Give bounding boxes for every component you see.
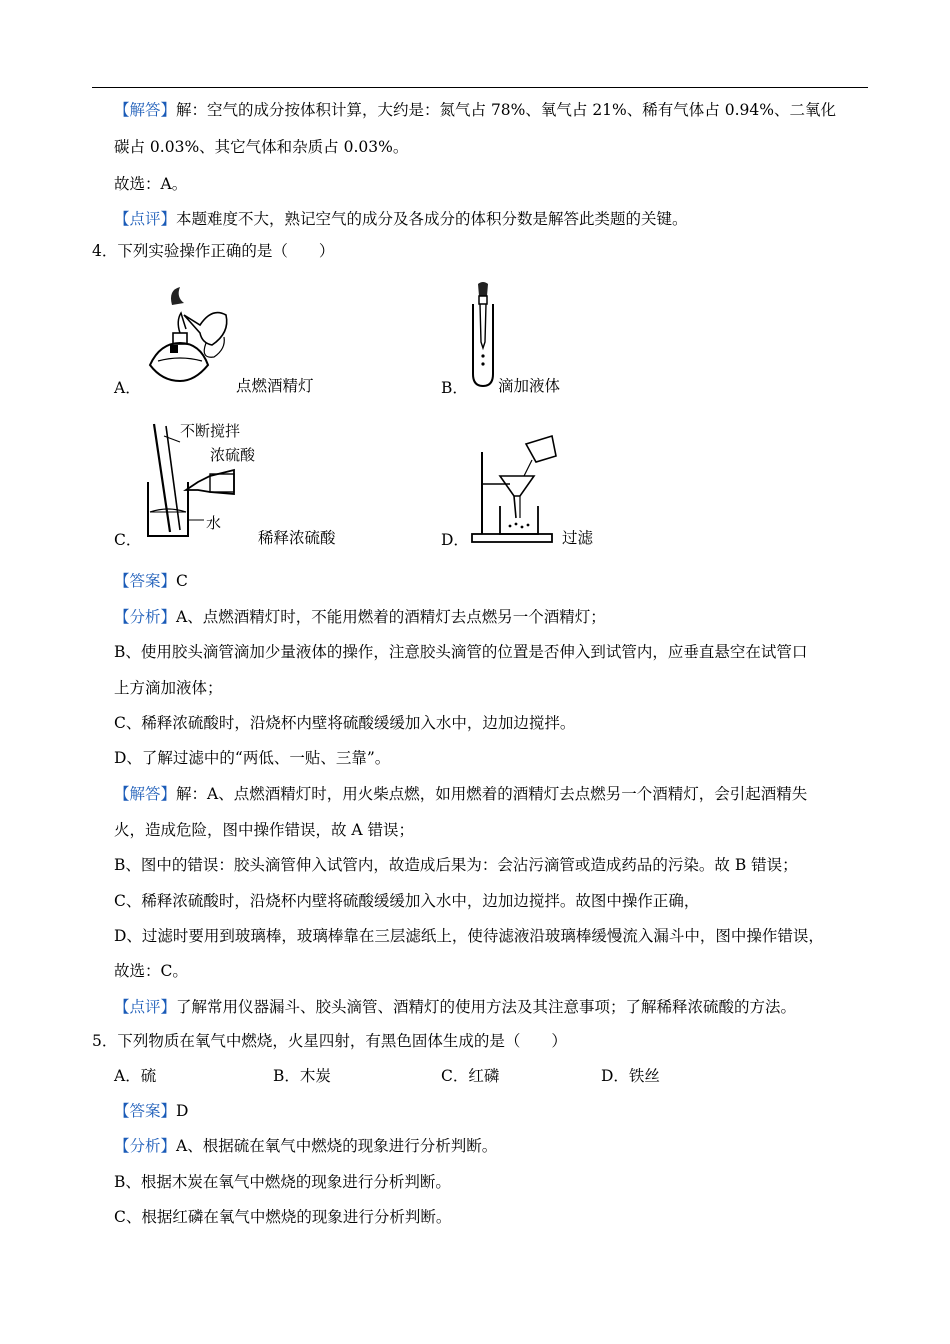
q3-answer-line: 故选：A。 — [114, 175, 188, 193]
q5-option-a: A．硫 — [114, 1067, 157, 1085]
figure-c-water-label: 水 — [206, 514, 222, 532]
q4-fenxi-b2: 上方滴加液体； — [114, 679, 223, 697]
q4-option-a-caption: 点燃酒精灯 — [236, 377, 314, 395]
q4-option-d-letter: D． — [441, 531, 469, 549]
q5-fenxi-a: 【分析】A、根据硫在氧气中燃烧的现象进行分析判断。 — [114, 1137, 498, 1155]
filtration-figure — [470, 432, 560, 544]
q5-fenxi-b: B、根据木炭在氧气中燃烧的现象进行分析判断。 — [114, 1173, 451, 1191]
q4-jieda-a1: 【解答】解：A、点燃酒精灯时，用火柴点燃，如用燃着的酒精灯去点燃另一个酒精灯，会引起酒精失 — [114, 785, 808, 803]
q4-jieda-b: B、图中的错误：胶头滴管伸入试管内，故造成后果为：会沾污滴管或造成药品的污染。故 B 错误； — [114, 856, 798, 874]
q4-option-c-caption: 稀释浓硫酸 — [258, 529, 336, 547]
q4-fenxi-d: D、了解过滤中的“两低、一贴、三靠”。 — [114, 749, 391, 767]
q3-dianping: 【点评】本题难度不大，熟记空气的成分及各成分的体积分数是解答此类题的关键。 — [114, 210, 688, 228]
q4-fenxi-a: 【分析】A、点燃酒精灯时，不能用燃着的酒精灯去点燃另一个酒精灯； — [114, 608, 606, 626]
q4-option-b-letter: B． — [441, 379, 468, 397]
q4-answer: 【答案】C — [114, 572, 188, 590]
q5-option-d: D．铁丝 — [601, 1067, 660, 1085]
q5-answer: 【答案】D — [114, 1102, 189, 1120]
header-rule — [92, 87, 868, 88]
q4-jieda-a2: 火，造成危险，图中操作错误，故 A 错误； — [114, 821, 415, 839]
fenxi-tag: 【分析】 — [114, 1137, 177, 1155]
dilute-acid-figure — [140, 420, 290, 545]
dropper-test-tube-figure — [468, 282, 498, 390]
figure-c-stir-label: 不断搅拌 — [180, 422, 241, 440]
q5-option-c: C．红磷 — [441, 1067, 500, 1085]
alcohol-lamp-figure — [140, 285, 240, 385]
q4-stem: 4．下列实验操作正确的是（ ） — [92, 242, 335, 260]
q4-dianping: 【点评】了解常用仪器漏斗、胶头滴管、酒精灯的使用方法及其注意事项；了解稀释浓硫酸的方法。 — [114, 998, 797, 1016]
q4-jieda-d: D、过滤时要用到玻璃棒，玻璃棒靠在三层滤纸上，使待滤液沿玻璃棒缓慢流入漏斗中，图中操作错误， — [114, 927, 824, 945]
q4-fenxi-b1: B、使用胶头滴管滴加少量液体的操作，注意胶头滴管的位置是否伸入到试管内，应垂直悬空在试管口 — [114, 643, 808, 661]
q5-stem: 5．下列物质在氧气中燃烧，火星四射，有黑色固体生成的是（ ） — [92, 1032, 567, 1050]
q4-jieda-c: C、稀释浓硫酸时，沿烧杯内壁将硫酸缓缓加入水中，边加边搅拌。故图中操作正确， — [114, 892, 700, 910]
dianping-tag: 【点评】 — [114, 998, 177, 1016]
q4-fenxi-c: C、稀释浓硫酸时，沿烧杯内壁将硫酸缓缓加入水中，边加边搅拌。 — [114, 714, 576, 732]
q4-option-d-caption: 过滤 — [562, 529, 594, 547]
q3-jieda-line1: 【解答】解：空气的成分按体积计算，大约是：氮气占 78%、氧气占 21%、稀有气体占 0.94%、二氧化 — [114, 101, 836, 119]
jieda-tag: 【解答】 — [114, 101, 177, 119]
q3-jieda-line2: 碳占 0.03%、其它气体和杂质占 0.03%。 — [114, 138, 409, 156]
q4-option-b-caption: 滴加液体 — [498, 377, 561, 395]
q5-option-b: B．木炭 — [273, 1067, 331, 1085]
figure-c-acid-label: 浓硫酸 — [210, 446, 256, 464]
dianping-tag: 【点评】 — [114, 210, 177, 228]
q4-option-c-letter: C． — [114, 531, 142, 549]
q5-fenxi-c: C、根据红磷在氧气中燃烧的现象进行分析判断。 — [114, 1208, 452, 1226]
answer-tag: 【答案】 — [114, 1102, 177, 1120]
jieda-tag: 【解答】 — [114, 785, 177, 803]
q4-option-a-letter: A． — [114, 379, 141, 397]
fenxi-tag: 【分析】 — [114, 608, 177, 626]
answer-tag: 【答案】 — [114, 572, 177, 590]
q4-answer-line: 故选：C。 — [114, 962, 188, 980]
